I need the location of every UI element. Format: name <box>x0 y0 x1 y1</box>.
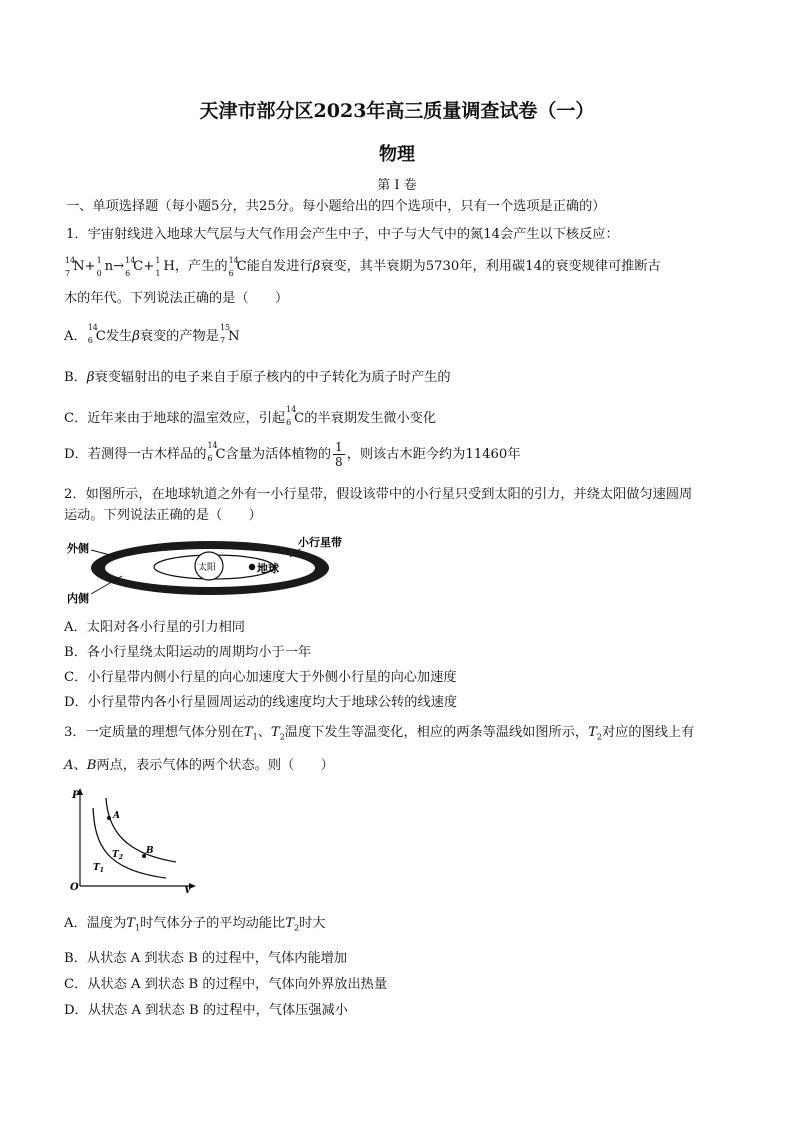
q3-stem-line1: 3．一定质量的理想气体分别在$T_1$、$T_2$温度下发生等温变化，相应的两条等温线如图所示，$T_2$对应的图线上有 <box>64 725 695 742</box>
q3-option-c: C．从状态 A 到状态 B 的过程中，气体向外界放出热量 <box>64 977 388 992</box>
belt-label: 小行星带 <box>298 536 342 549</box>
isotherm-figure <box>66 786 200 894</box>
q1-stem-line1: 1．宇宙射线进入地球大气层与大气作用会产生中子，中子与大气中的氮14会产生以下核反应： <box>66 227 619 242</box>
q1-stem-line2: 14 7 N+ 1 0 n→ 14 6 C+ 1 1 H，产生的 14 6 C能自发进行β衰变，其半衰期为5730年，利用碳14的衰变规律可推断古 <box>65 256 661 278</box>
q3-stem-line2: A、B两点，表示气体的两个状态。则（ ） <box>64 758 334 773</box>
q2-option-b: B．各小行星绕太阳运动的周期均小于一年 <box>64 645 312 660</box>
t2-label: $T_2$ <box>112 850 123 861</box>
beta-symbol: β <box>312 259 321 274</box>
earth-label: 地球 <box>257 562 279 575</box>
earth-icon <box>249 564 255 570</box>
q1-stem-line3: 木的年代。下列说法正确的是（ ） <box>64 291 289 306</box>
v-axis-label: V <box>184 885 192 894</box>
nuclide-n14: 14 7 N <box>65 256 85 278</box>
point-a-label: A <box>113 811 120 821</box>
p-axis-label: P <box>72 790 80 801</box>
q2-option-c: C．小行星带内侧小行星的向心加速度大于外侧小行星的向心加速度 <box>64 670 457 685</box>
paper-title: 天津市部分区2023年高三质量调查试卷（一） <box>199 100 595 122</box>
q1-option-c: C．近年来由于地球的温室效应，引起 14 6 C的半衰期发生微小变化 <box>64 405 437 427</box>
fraction-one-eighth: $\frac{1}{8}$ <box>335 440 343 469</box>
q3-option-a: A．温度为$T_1$时气体分子的平均动能比$T_2$时大 <box>64 916 326 933</box>
point-a <box>107 816 111 820</box>
q2-option-d: D．小行星带内各小行星圆周运动的线速度均大于地球公转的线速度 <box>64 695 458 710</box>
point-b-label: B <box>146 846 154 856</box>
q1-option-b: B．β衰变辐射出的电子来自于原子核内的中子转化为质子时产生的 <box>64 370 451 385</box>
nuclide-c14: 14 6 C <box>125 256 144 278</box>
q1-option-d: D．若测得一古木样品的 14 6 C含量为活体植物的 $\frac{1}{8}$ ，则该古木距今约为11460年 <box>64 440 521 469</box>
q3-option-d: D．从状态 A 到状态 B 的过程中，气体压强减小 <box>64 1003 348 1018</box>
subject-title: 物理 <box>379 144 415 165</box>
sun-label: 太阳 <box>198 563 217 573</box>
q2-stem-line1: 2．如图所示，在地球轨道之外有一小行星带，假设该带中的小行星只受到太阳的引力，并绕太阳做匀速圆周 <box>64 487 693 502</box>
volume-label: 第 Ⅰ 卷 <box>377 178 417 193</box>
nuclide-neutron: 1 0 n <box>96 256 114 278</box>
nuclide-proton: 1 1 H <box>155 256 175 278</box>
q1-option-a: A． 14 6 C发生β衰变的产物是 15 7 N <box>64 323 240 345</box>
isotherm-t1 <box>93 808 166 878</box>
inner-side-label: 内侧 <box>67 592 89 605</box>
asteroid-belt-figure <box>62 530 342 606</box>
section-heading: 一、单项选择题（每小题5分，共25分。每小题给出的四个选项中，只有一个选项是正确的） <box>66 199 606 214</box>
t1-label: $T_1$ <box>93 863 104 874</box>
q2-stem-line2: 运动。下列说法正确的是（ ） <box>64 508 262 523</box>
q3-option-b: B．从状态 A 到状态 B 的过程中，气体内能增加 <box>64 951 348 966</box>
origin-label: O <box>70 882 79 893</box>
nuclide-c14-inline: 14 6 C <box>228 256 247 278</box>
q2-option-a: A．太阳对各小行星的引力相同 <box>64 620 245 635</box>
outer-side-label: 外侧 <box>67 542 89 555</box>
